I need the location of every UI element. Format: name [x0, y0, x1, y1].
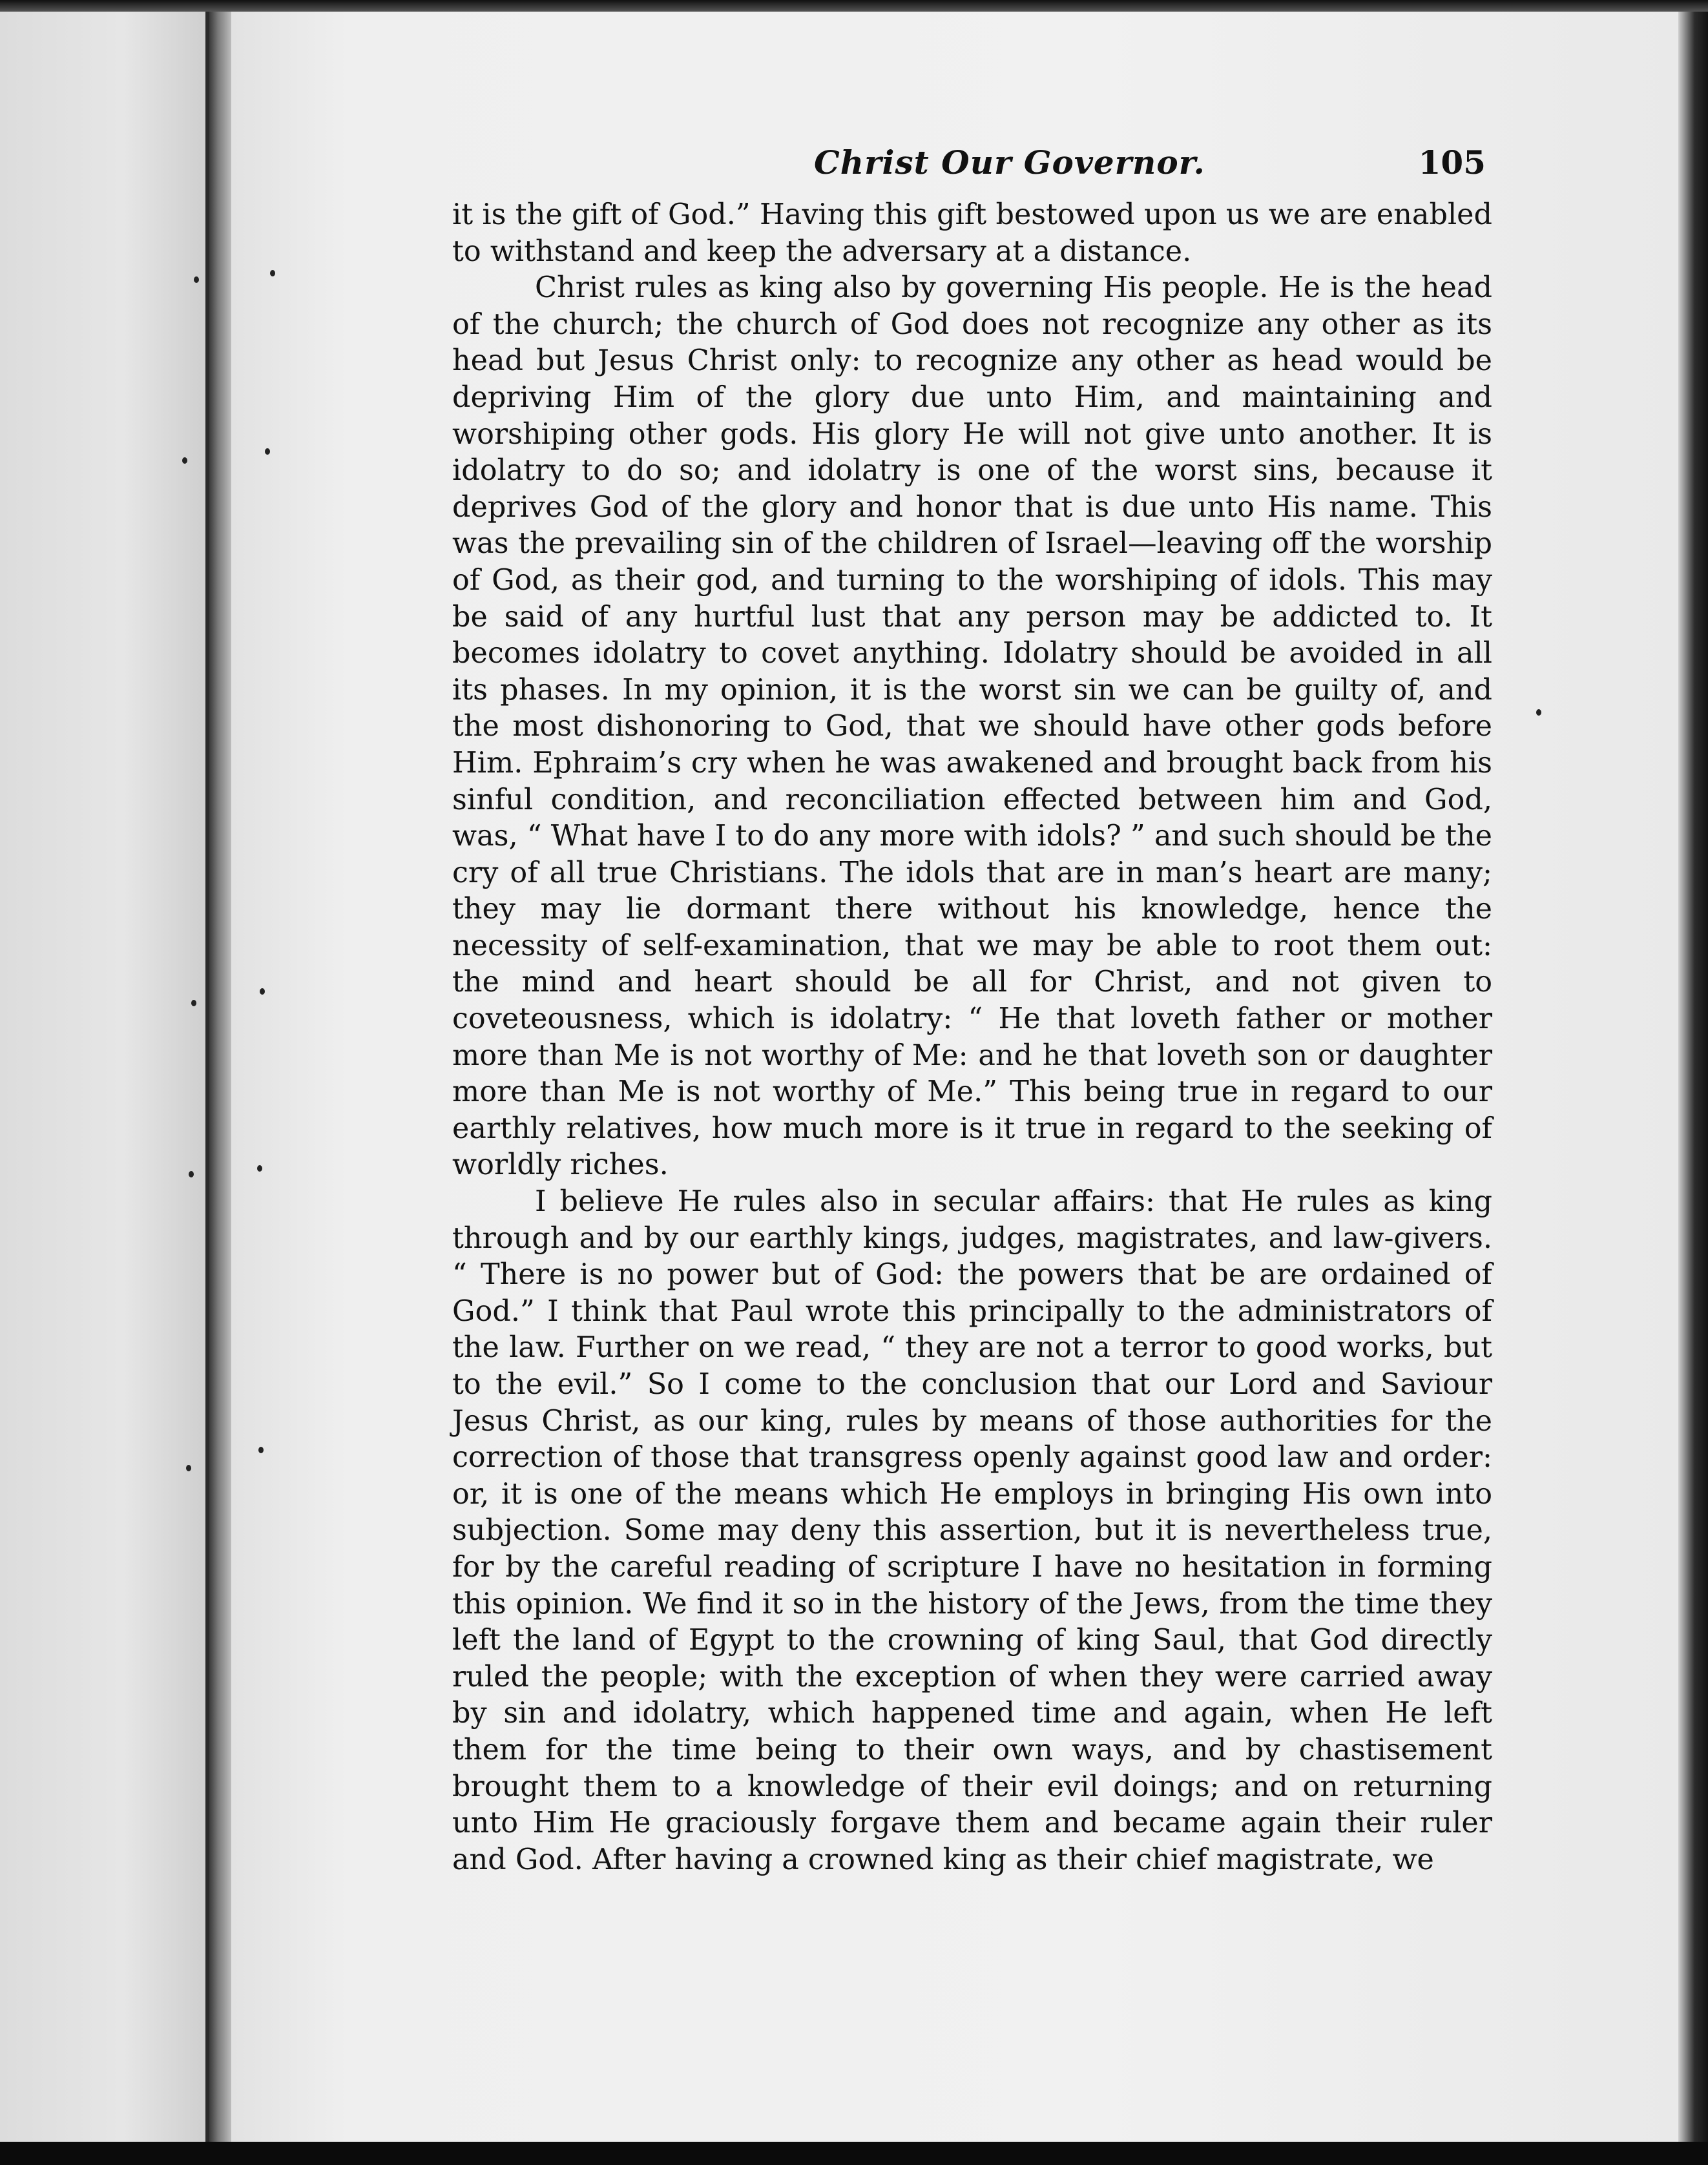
facing-page-strip: [0, 12, 205, 2142]
scan-speck: [191, 1000, 196, 1006]
page-number: 105: [1418, 143, 1486, 181]
scan-speck: [194, 276, 199, 283]
body-text: [452, 197, 1492, 1878]
scan-speck: [270, 270, 275, 276]
paragraph: I believe He rules also in secular affairs: that He rules as king through and by our earthly kings, judges, magistrates, and law-givers. “ There is no power but of God: the powers that be are ordained of God.” I think that Paul wrote this principally to the administrators of the law. Further on we read, “ they are not a terror to good works, but to the evil.” So I come to the conclusion that our Lord and Saviour Jesus Christ, as our king, rules by means of those authorities for the correction of those that transgress openly against good law and order: or, it is one of the means which He employs in bringing His own into subjection. Some may deny this assertion, but it is nevertheless true, for by the careful reading of scripture I have no hesitation in forming this opinion. We find it so in the history of the Jews, from the time they left the land of Egypt to the crowning of king Saul, that God directly ruled the people; with the exception of when they were carried away by sin and idolatry, which happened time and again, when He left them for the time being to their own ways, and by chastisement brought them to a knowledge of their evil doings; and on returning unto Him He graciously forgave them and became again their ruler and God. After having a crowned king as their chief magistrate, we: [452, 1185, 1492, 1876]
scan-speck: [260, 988, 265, 995]
right-page-edge: [1678, 12, 1708, 2142]
page-header: [452, 143, 1486, 189]
book-gutter: [209, 12, 231, 2142]
scan-speck: [265, 448, 270, 455]
paragraph-continuation: it is the gift of God.” Having this gift bestowed upon us we are enabled to withstand and keep the adversary at a distance.: [452, 198, 1492, 268]
paragraph: Christ rules as king also by governing His people. He is the head of the church; the church of God does not recognize any other as its head but Jesus Christ only: to recognize any other as head would be depriving Him of the glory due unto Him, and maintaining and worshiping other gods. His glory He will not give unto another. It is idolatry to do so; and idolatry is one of the worst sins, because it deprives God of the glory and honor that is due unto His name. This was the prevailing sin of the children of Israel—leaving off the worship of God, as their god, and turning to the worshiping of idols. This may be said of any hurtful lust that any person may be addicted to. It becomes idolatry to covet anything. Idolatry should be avoided in all its phases. In my opinion, it is the worst sin we can be guilty of, and the most dishonoring to God, that we should have other gods before Him. Ephraim’s cry when he was awakened and brought back from his sinful condition, and reconciliation effected between him and God, was, “ What have I to do any more with idols? ” and such should be the cry of all true Christians. The idols that are in man’s heart are many; they may lie dormant there without his knowledge, hence the necessity of self-examination, that we may be able to root them out: the mind and heart should be all for Christ, and not given to coveteousness, which is idolatry: “ He that loveth father or mother more than Me is not worthy of Me: and he that loveth son or daughter more than Me is not worthy of Me.” This being true in regard to our earthly relatives, how much more is it true in regard to the seeking of worldly riches.: [452, 271, 1492, 1182]
scan-speck: [186, 1465, 191, 1471]
scan-speck: [189, 1171, 194, 1177]
running-title: Christ Our Governor.: [814, 143, 1205, 181]
scan-top-edge: [0, 0, 1708, 12]
scan-speck: [258, 1447, 264, 1453]
scan-speck: [257, 1165, 262, 1172]
scan-speck: [182, 457, 187, 464]
scan-speck: [1536, 709, 1541, 716]
scan-bottom-edge: [0, 2142, 1708, 2165]
